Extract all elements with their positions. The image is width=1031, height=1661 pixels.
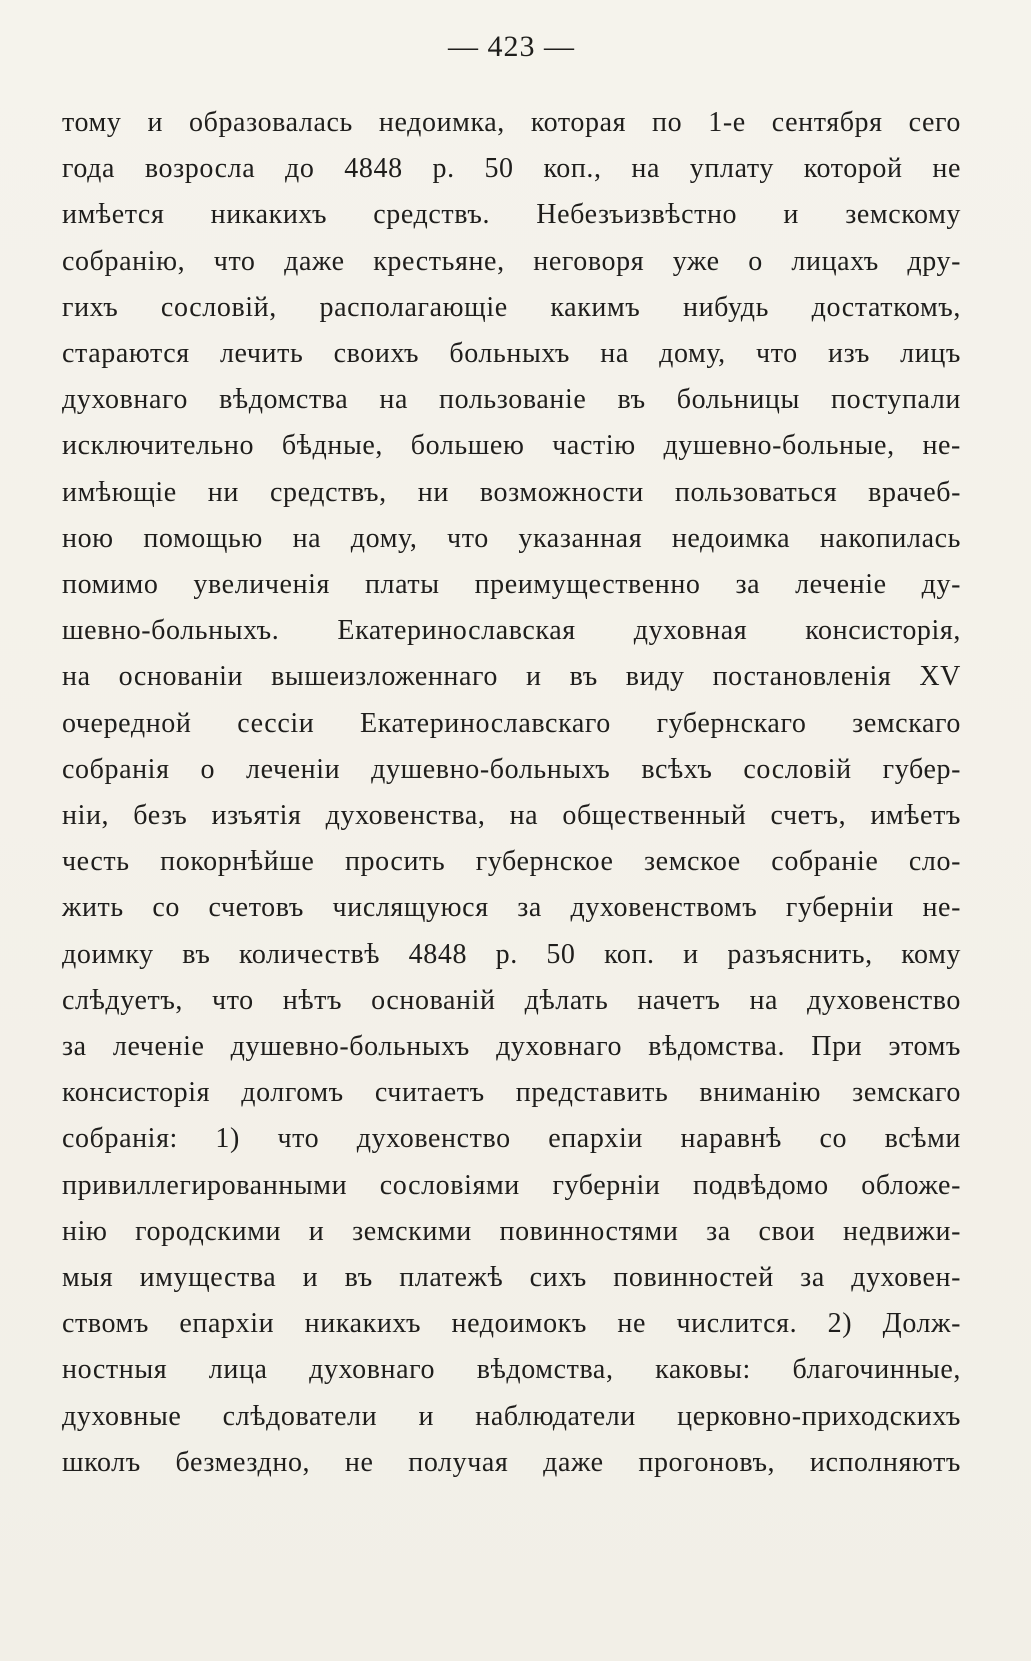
text-line: имѣется никакихъ средствъ. Небезъизвѣстно и земскому [62,199,961,231]
text-line: честь покорнѣйше просить губернское земское собраніе сло- [62,846,961,878]
text-line: собранію, что даже крестьяне, неговоря уже о лицахъ дру- [62,245,961,277]
text-line: слѣдуетъ, что нѣтъ основаній дѣлать начетъ на духовенство [62,984,961,1016]
text-line: стараются лечить своихъ больныхъ на дому, что изъ лицъ [62,338,961,370]
text-line: имѣющіе ни средствъ, ни возможности пользоваться врачеб- [62,476,961,508]
text-line: жить со счетовъ числящуюся за духовенствомъ губерніи не- [62,892,961,924]
text-line: мыя имущества и въ платежѣ сихъ повинностей за духовен- [62,1262,961,1294]
text-line: ностныя лица духовнаго вѣдомства, каковы: благочинные, [62,1354,961,1386]
text-line: привиллегированными сословіями губерніи подвѣдомо обложе- [62,1169,961,1201]
text-line: шевно-больныхъ. Екатеринославская духовная консисторія, [62,615,961,647]
text-line: ною помощью на дому, что указанная недоимка накопилась [62,522,961,554]
text-line: года возросла до 4848 р. 50 коп., на уплату которой не [62,153,961,185]
text-line: исключительно бѣдные, большею частію душевно-больные, не- [62,430,961,462]
body-text [62,100,961,1486]
text-line: нію городскими и земскими повинностями за свои недвижи- [62,1215,961,1247]
text-line: помимо увеличенія платы преимущественно за леченіе ду- [62,569,961,601]
text-line: очередной сессіи Екатеринославскаго губернскаго земскаго [62,707,961,739]
text-line: на основаніи вышеизложеннаго и въ виду постановленія XV [62,661,961,693]
text-line: консисторія долгомъ считаетъ представить вниманію земскаго [62,1077,961,1109]
page-number: — 423 — [448,30,575,63]
text-line: ніи, безъ изъятія духовенства, на общественный счетъ, имѣетъ [62,800,961,832]
text-line: собранія о леченіи душевно-больныхъ всѣхъ сословій губер- [62,753,961,785]
text-line: доимку въ количествѣ 4848 р. 50 коп. и разъяснить, кому [62,938,961,970]
text-line: гихъ сословій, располагающіе какимъ нибудь достаткомъ, [62,291,961,323]
text-line: собранія: 1) что духовенство епархіи наравнѣ со всѣми [62,1123,961,1155]
text-line: духовнаго вѣдомства на пользованіе въ больницы поступали [62,384,961,416]
text-line: тому и образовалась недоимка, которая по 1-е сентября сего [62,107,961,138]
text-line: школъ безмездно, не получая даже прогоновъ, исполняютъ [62,1446,961,1478]
text-line: духовные слѣдователи и наблюдатели церковно-приходскихъ [62,1400,961,1432]
text-line: за леченіе душевно-больныхъ духовнаго вѣдомства. При этомъ [62,1031,961,1063]
text-line: ствомъ епархіи никакихъ недоимокъ не числится. 2) Долж- [62,1308,961,1340]
